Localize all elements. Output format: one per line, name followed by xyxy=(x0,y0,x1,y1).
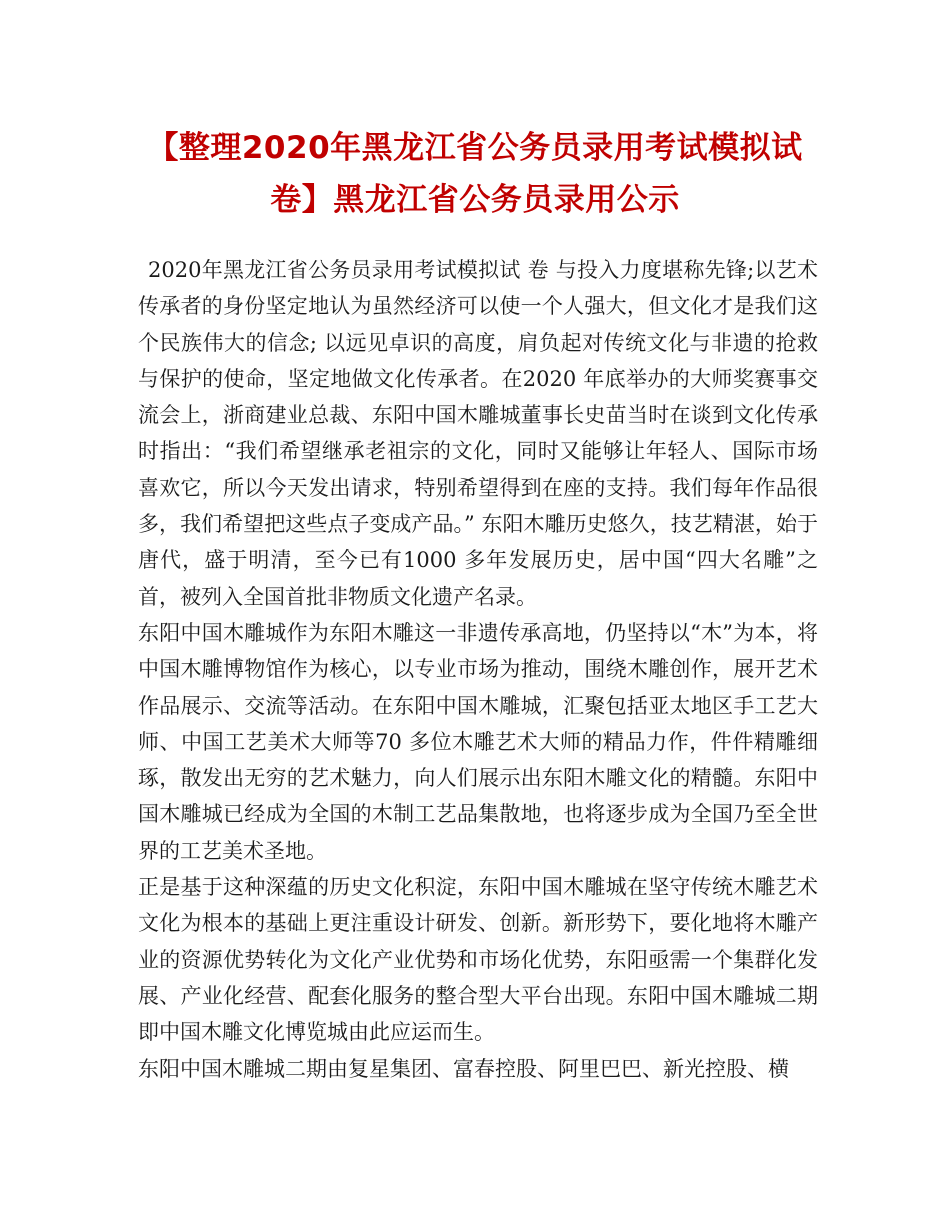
paragraph: 正是基于这种深蕴的历史文化积淀，东阳中国木雕城在坚守传统木雕艺术文化为根本的基础上更注重设计研发、创新。新形势下，要化地将木雕产业的资源优势转化为文化产业优势和市场化优势，东阳亟需一个集群化发展、产业化经营、配套化服务的整合型大平台出现。东阳中国木雕城二期即中国木雕文化博览城由此应运而生。 xyxy=(138,875,818,1045)
document-title: 【整理2020年黑龙江省公务员录用考试模拟试卷】黑龙江省公务员录用公示 xyxy=(147,130,803,218)
paragraph: 2020年黑龙江省公务员录用考试模拟试 卷 与投入力度堪称先锋;以艺术传承者的身份坚定地认为虽然经济可以使一个人强大，但文化才是我们这个民族伟大的信念; 以远见卓识的高度，肩负起对传统文化与非遗的抢救与保护的使命，坚定地做文化传承者。在2020 年底举办的大师奖赛事交流会上，浙商建业总裁、东阳中国木雕城董事长史苗当时在谈到文化传承时指出：“我们希望继承老祖宗的文化，同时又能够让年轻人、国际市场喜欢它，所以今天发出请求，特别希望得到在座的支持。我们每年作品很多，我们希望把这些点子变成产品。” 东阳木雕历史悠久，技艺精湛，始于唐代，盛于明清，至今已有1000 多年发展历史，居中国“四大名雕”之首，被列入全国首批非物质文化遗产名录。 xyxy=(138,258,818,609)
paragraph: 东阳中国木雕城作为东阳木雕这一非遗传承高地，仍坚持以“木”为本，将中国木雕博物馆作为核心，以专业市场为推动，围绕木雕创作，展开艺术作品展示、交流等活动。在东阳中国木雕城，汇聚包括亚太地区手工艺大师、中国工艺美术大师等70 多位木雕艺术大师的精品力作，件件精雕细琢，散发出无穷的艺术魅力，向人们展示出东阳木雕文化的精髓。东阳中国木雕城已经成为全国的木制工艺品集散地，也将逐步成为全国乃至全世界的工艺美术圣地。 xyxy=(138,620,818,863)
paragraph: 东阳中国木雕城二期由复星集团、富春控股、阿里巴巴、新光控股、横 xyxy=(138,1056,789,1081)
document-body xyxy=(138,252,818,1087)
